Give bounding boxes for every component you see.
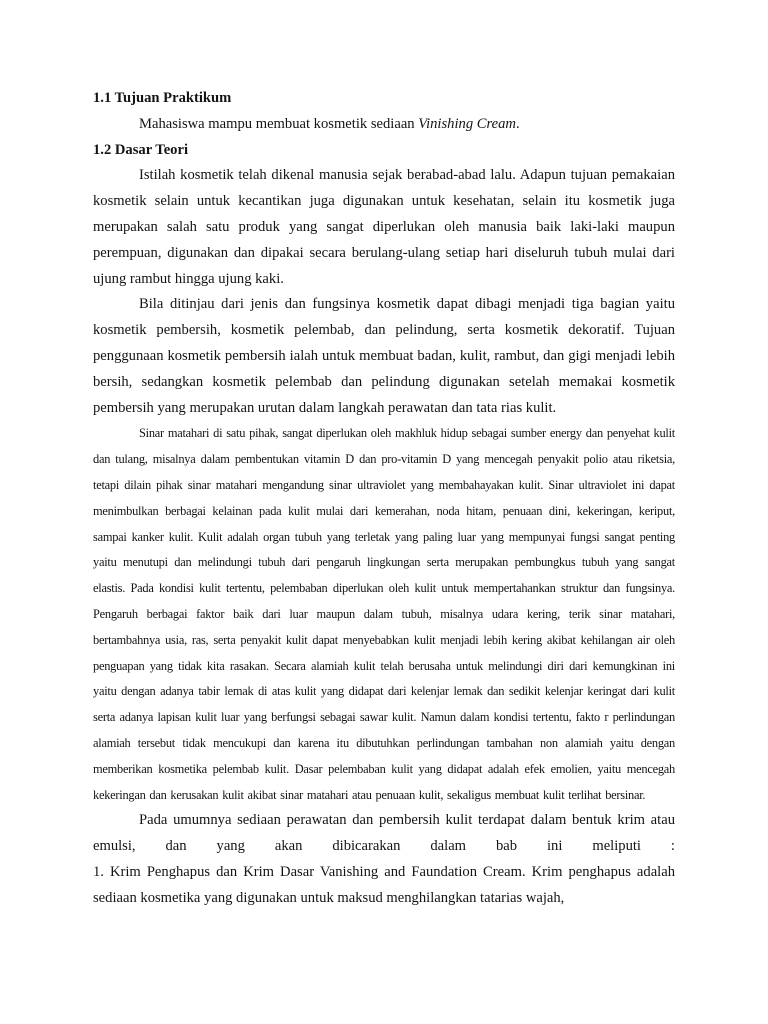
- heading-dasar-teori: 1.2 Dasar Teori: [93, 141, 189, 158]
- paragraph-sediaan-perawatan: Pada umumnya sediaan perawatan dan pembersih kulit terdapat dalam bentuk krim atau emulsi, dan yang akan dibicarakan dalam bab ini meliputi :: [93, 812, 675, 855]
- tujuan-text-end: .: [515, 115, 520, 132]
- paragraph-istilah-kosmetik: Istilah kosmetik telah dikenal manusia sejak berabad-abad lalu. Adapun tujuan pemakaian kosmetik selain untuk kecantikan juga digunakan untuk kesehatan, selain itu kosmetik juga merupakan salah satu produk yang sangat diperlukan oleh manusia baik laki-laki maupun perempuan, digunakan dan dipakai secara berulang-ulang setiap hari diseluruh tubuh mulai dari ujung rambut hingga ujung kaki.: [93, 167, 675, 287]
- paragraph-sinar-matahari: Sinar matahari di satu pihak, sangat diperlukan oleh makhluk hidup sebagai sumber energy dan penyehat kulit dan tulang, misalnya dalam pembentukan vitamin D dan pro-vitamin D yang mencegah penyakit polio atau riketsia, tetapi dilain pihak sinar matahari mengandung sinar ultraviolet yang membahayakan kulit. Sinar ultraviolet ini dapat menimbulkan berbagai kelainan pada kulit mulai dari kemerahan, noda hitam, penuaan dini, kekeringan, keriput, sampai kanker kulit. Kulit adalah organ tubuh yang terletak yang paling luar yang mempunyai fungsi sangat penting yaitu menutupi dan melindungi tubuh dari pengaruh lingkungan serta merupakan pembungkus tubuh yang sangat elastis. Pada kondisi kulit tertentu, pelembaban diperlukan oleh kulit untuk mempertahankan struktur dan fungsinya. Pengaruh berbagai faktor baik dari luar maupun dalam tubuh, misalnya udara kering, terik sinar matahari, bertambahnya usia, ras, serta penyakit kulit dapat menyebabkan kulit menjadi lebih kering akibat kehilangan air oleh penguapan yang tidak kita rasakan. Secara alamiah kulit telah berusaha untuk melindungi diri dari kemungkinan ini yaitu dengan adanya tabir lemak di atas kulit yang didapat dari kelenjar lemak dan sedikit kelenjar keringat dari kulit serta adanya lapisan kulit luar yang berfungsi sebagai sawar kulit. Namun dalam kondisi tertentu, fakto r perlindungan alamiah tersebut tidak mencukupi dan karena itu dibutuhkan perlindungan tambahan non alamiah yaitu dengan memberikan kosmetika pelembab kulit. Dasar pelembaban kulit yang didapat adalah efek emolien, yaitu mencegah kekeringan dan kerusakan kulit akibat sinar matahari atau penuaan kulit, sekaligus membuat kulit terlihat bersinar.: [93, 426, 675, 802]
- list-item-krim-penghapus: 1. Krim Penghapus dan Krim Dasar Vanishing and Faundation Cream. Krim penghapus adalah sediaan kosmetika yang digunakan untuk maksud menghilangkan tatarias wajah,: [93, 863, 675, 906]
- heading-tujuan-praktikum: 1.1 Tujuan Praktikum: [93, 90, 232, 106]
- paragraph-jenis-kosmetik: Bila ditinjau dari jenis dan fungsinya kosmetik dapat dibagi menjadi tiga bagian yaitu kosmetik pembersih, kosmetik pelembab, dan pelindung, serta kosmetik dekoratif. Tujuan penggunaan kosmetik pembersih ialah untuk membuat badan, kulit, rambut, dan gigi menjadi lebih bersih, sedangkan kosmetik pelembab dan pelindung digunakan setelah memakai kosmetik pembersih yang merupakan urutan dalam langkah perawatan dan tata rias kulit.: [93, 296, 675, 416]
- document-body: [93, 86, 675, 912]
- tujuan-text: Mahasiswa mampu membuat kosmetik sediaan: [139, 115, 419, 132]
- tujuan-italic-term: Vinishing Cream: [418, 115, 516, 132]
- tujuan-paragraph: [93, 112, 675, 138]
